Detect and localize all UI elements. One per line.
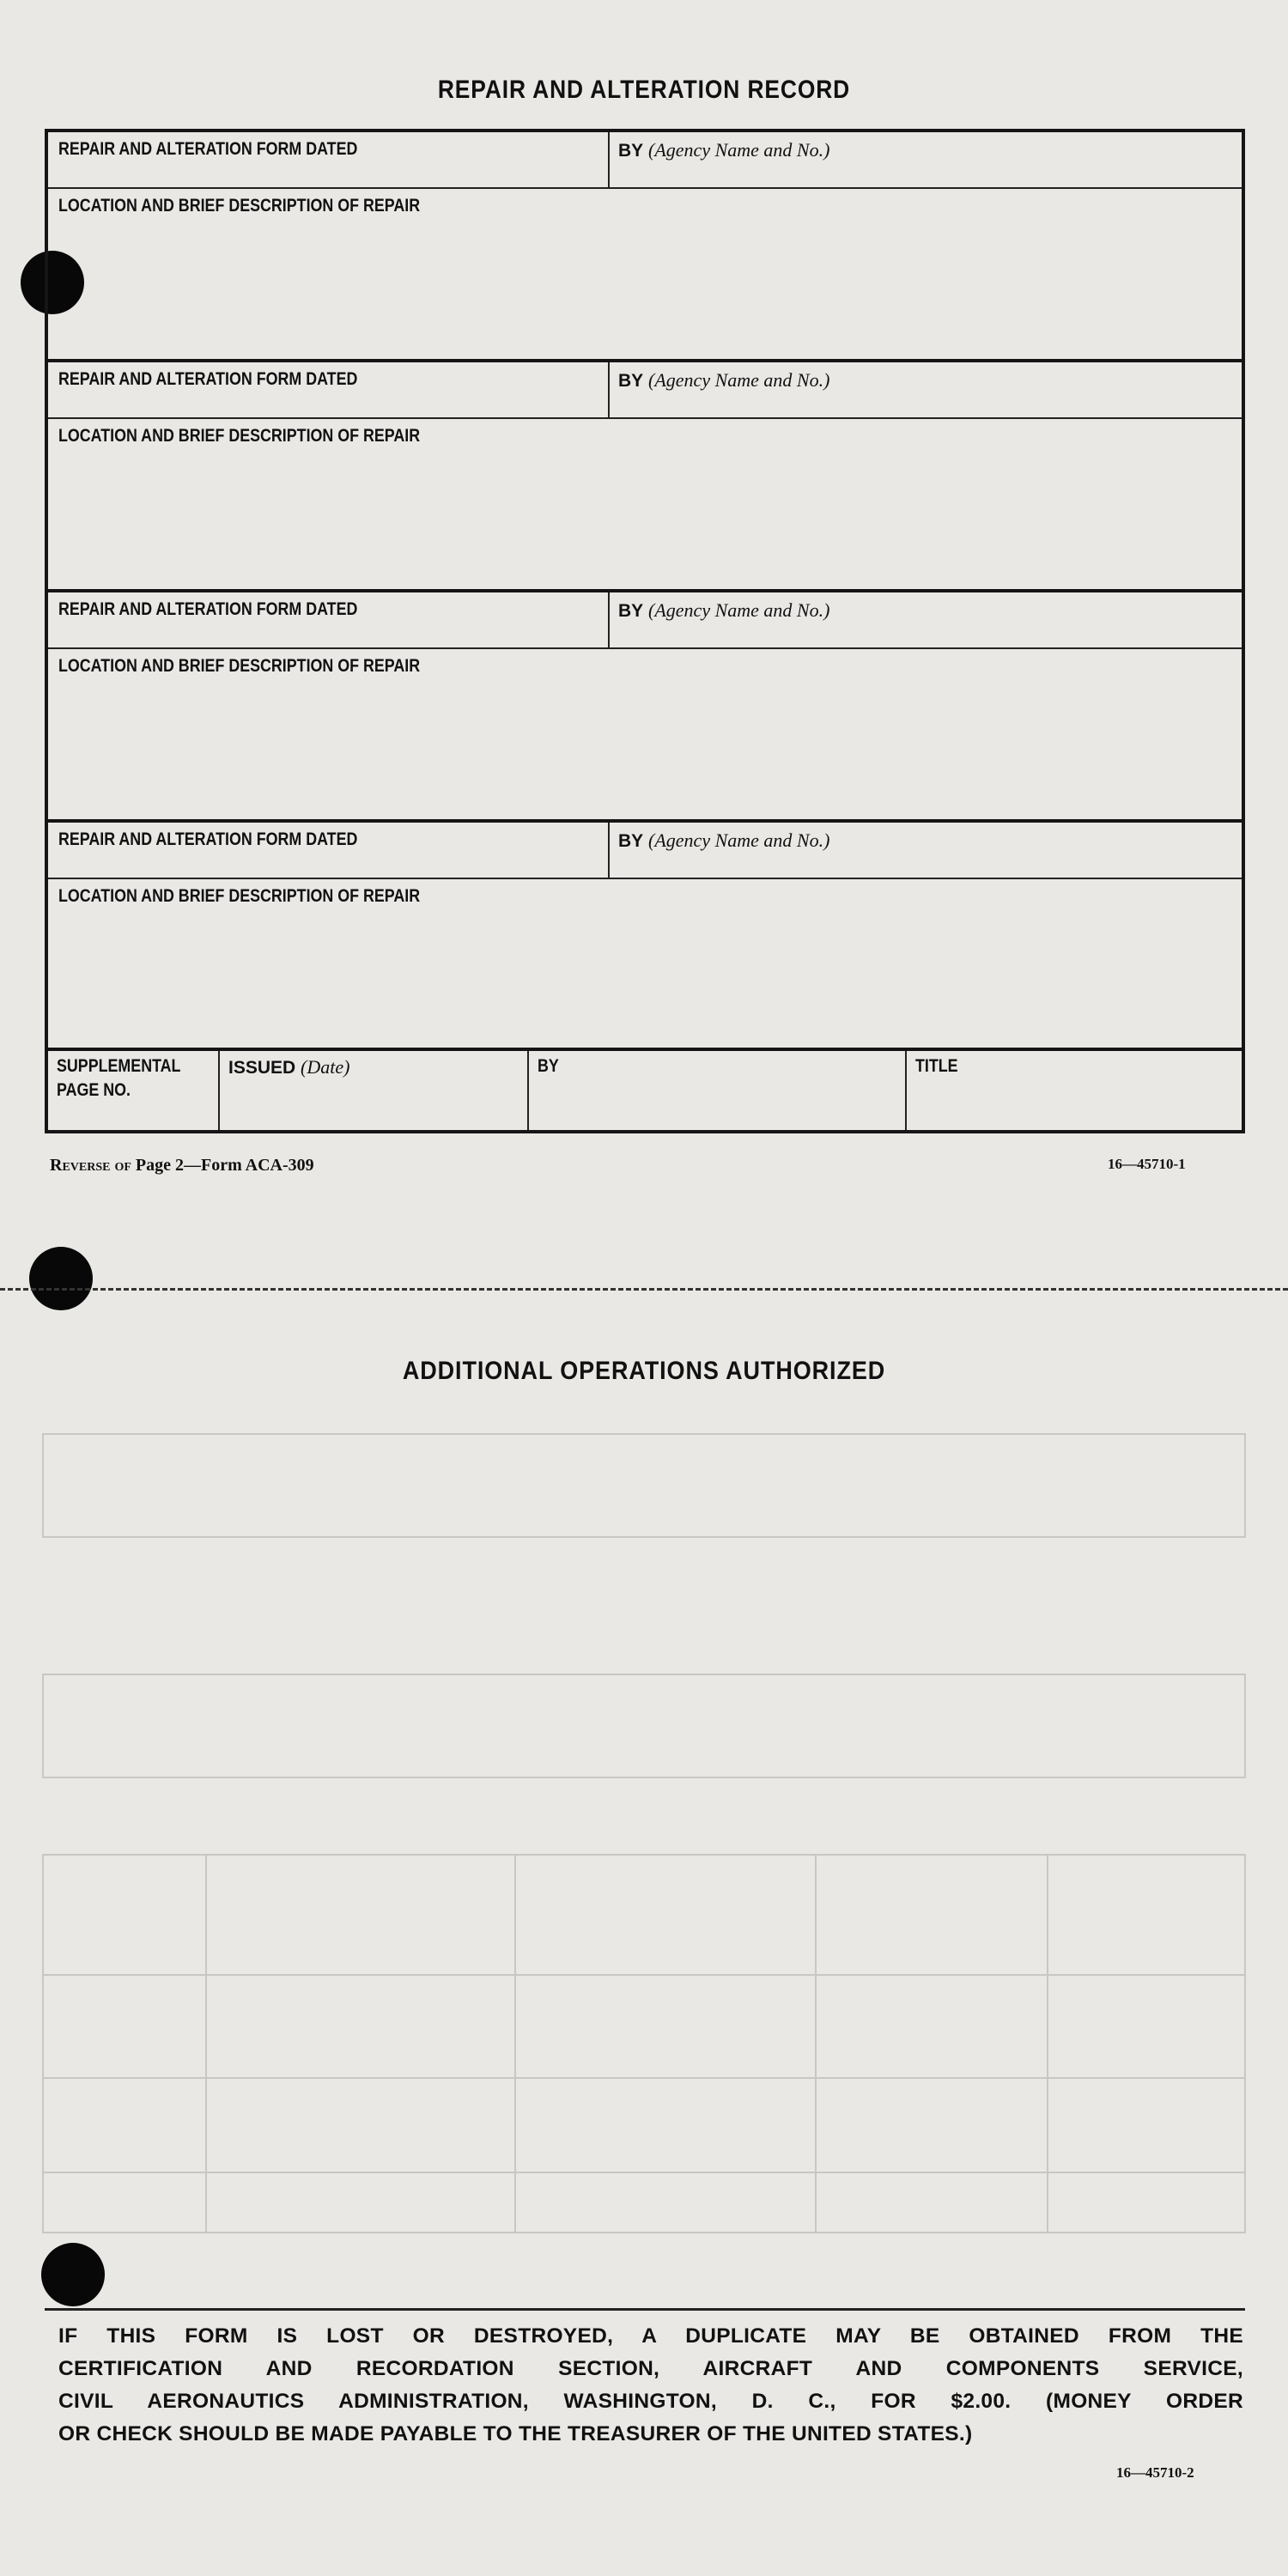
repair-entry-4 <box>48 823 1242 1048</box>
location-description-label: LOCATION AND BRIEF DESCRIPTION OF REPAIR <box>58 426 421 446</box>
by-agency-label: BY (Agency Name and No.) <box>618 829 830 851</box>
form-dated-label: REPAIR AND ALTERATION FORM DATED <box>58 369 358 389</box>
form-dated-label: REPAIR AND ALTERATION FORM DATED <box>58 829 358 849</box>
punch-hole-middle <box>29 1247 93 1310</box>
supplemental-row <box>48 1048 1242 1130</box>
repair-entry-3 <box>48 592 1242 821</box>
notice-rule <box>45 2308 1245 2311</box>
lost-form-notice: IF THIS FORM IS LOST OR DESTROYED, A DUPLICATE MAY BE OBTAINED FROM THE CERTIFICATION AND RECORDATION SECTION, AIRCRAFT AND COMPONENTS SERVICE, CIVIL AERONAUTICS ADMINISTRATION, WASHINGTON, D. C., FOR $2.00. (MONEY ORDER OR CHECK SHOULD BE MADE PAYABLE TO THE TREASURER OF THE UNITED STATES.) <box>58 2324 1243 2445</box>
location-description-label: LOCATION AND BRIEF DESCRIPTION OF REPAIR <box>58 656 421 676</box>
supplemental-by-cell: BY <box>529 1051 907 1130</box>
supplemental-page-cell: SUPPLEMENTAL PAGE NO. <box>48 1051 220 1130</box>
repair-record-table <box>45 129 1245 1133</box>
form-code-bottom: 16—45710-2 <box>1116 2464 1194 2481</box>
issued-date-cell: ISSUED (Date) <box>220 1051 529 1130</box>
fold-line <box>0 1288 1288 1291</box>
form-code-top: 16—45710-1 <box>1108 1156 1186 1172</box>
supplemental-title-cell: TITLE <box>915 1056 958 1076</box>
repair-entry-1 <box>48 132 1242 361</box>
repair-entry-2 <box>48 362 1242 591</box>
location-description-label: LOCATION AND BRIEF DESCRIPTION OF REPAIR <box>58 886 421 906</box>
by-agency-label: BY (Agency Name and No.) <box>618 369 830 391</box>
by-agency-label: BY (Agency Name and No.) <box>618 139 830 161</box>
form-dated-label: REPAIR AND ALTERATION FORM DATED <box>58 139 358 159</box>
operations-title: ADDITIONAL OPERATIONS AUTHORIZED <box>402 1357 886 1385</box>
by-agency-label: BY (Agency Name and No.) <box>618 599 830 621</box>
form-dated-label: REPAIR AND ALTERATION FORM DATED <box>58 599 358 619</box>
bleed-through-impression <box>0 1374 1288 2318</box>
record-title: REPAIR AND ALTERATION RECORD <box>437 76 851 104</box>
location-description-label: LOCATION AND BRIEF DESCRIPTION OF REPAIR <box>58 196 421 216</box>
form-reference: Reverse of Page 2—Form ACA-309 <box>50 1156 314 1175</box>
